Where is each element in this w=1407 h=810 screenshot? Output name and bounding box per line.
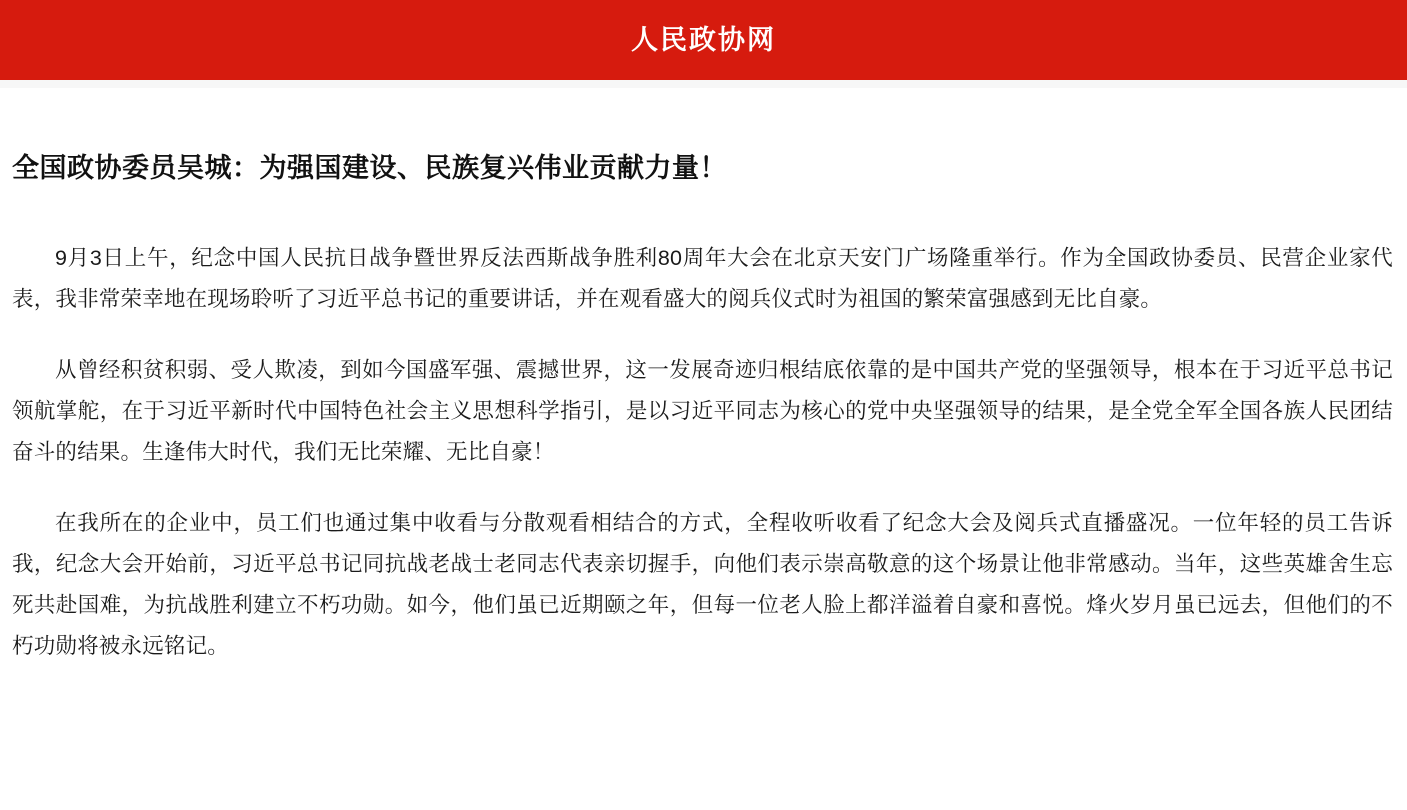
article-container <box>0 88 1407 667</box>
article-paragraph: 从曾经积贫积弱、受人欺凌，到如今国盛军强、震撼世界，这一发展奇迹归根结底依靠的是中国共产党的坚强领导，根本在于习近平总书记领航掌舵，在于习近平新时代中国特色社会主义思想科学指引，是以习近平同志为核心的党中央坚强领导的结果，是全党全军全国各族人民团结奋斗的结果。生逢伟大时代，我们无比荣耀、无比自豪！ <box>12 358 1393 465</box>
header-divider <box>0 80 1407 88</box>
article-paragraph: 9月3日上午，纪念中国人民抗日战争暨世界反法西斯战争胜利80周年大会在北京天安门广场隆重举行。作为全国政协委员、民营企业家代表，我非常荣幸地在现场聆听了习近平总书记的重要讲话，并在观看盛大的阅兵仪式时为祖国的繁荣富强感到无比自豪。 <box>12 246 1393 312</box>
page-title: 全国政协委员吴城：为强国建设、民族复兴伟业贡献力量！ <box>12 153 727 183</box>
site-title: 人民政协网 <box>631 24 776 55</box>
site-header <box>0 0 1407 80</box>
article-paragraph: 在我所在的企业中，员工们也通过集中收看与分散观看相结合的方式，全程收听收看了纪念大会及阅兵式直播盛况。一位年轻的员工告诉我，纪念大会开始前，习近平总书记同抗战老战士老同志代表亲切握手，向他们表示崇高敬意的这个场景让他非常感动。当年，这些英雄舍生忘死共赴国难，为抗战胜利建立不朽功勋。如今，他们虽已近期颐之年，但每一位老人脸上都洋溢着自豪和喜悦。烽火岁月虽已远去，但他们的不朽功勋将被永远铭记。 <box>12 511 1393 659</box>
article-body <box>12 186 1393 667</box>
